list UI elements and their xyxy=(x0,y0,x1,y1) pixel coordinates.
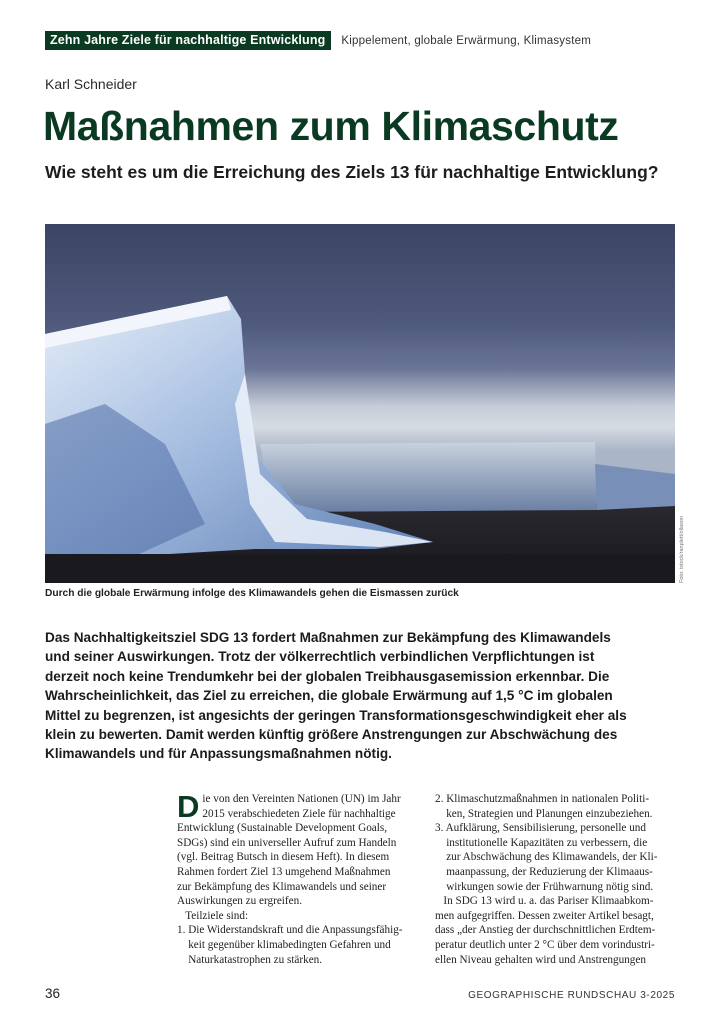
list-item: ken, Strategien und Planungen einzubeziehen. xyxy=(435,807,653,820)
photo-credit: Foto: istock/ranplett/ollason xyxy=(679,516,685,583)
lead-line: und seiner Auswirkungen. Trotz der völkerrechtlich verbindlichen Verpflichtungen ist xyxy=(45,649,595,665)
body-line: SDGs) sind ein universeller Aufruf zum Handeln xyxy=(177,836,397,849)
body-line: 2015 verabschiedeten Ziele für nachhaltige xyxy=(202,807,396,820)
article-subtitle: Wie steht es um die Erreichung des Ziels 13 für nachhaltige Entwicklung? xyxy=(45,162,659,182)
lead-line: Mittel zu begrenzen, ist angesichts der geringen Transformationsgeschwindigkeit eher als xyxy=(45,707,627,723)
body-line: ie von den Vereinten Nationen (UN) im Jahr xyxy=(202,793,401,805)
list-item: institutionelle Kapazitäten zu verbessern, die xyxy=(435,836,648,849)
journal-name: GEOGRAPHISCHE RUNDSCHAU 3-2025 xyxy=(468,990,675,1001)
lead-paragraph xyxy=(45,628,645,764)
list-item: wirkungen sowie der Frühwarnung nötig sind. xyxy=(435,880,654,893)
iceberg-photo xyxy=(45,224,675,583)
photo-caption: Durch die globale Erwärmung infolge des Klimawandels gehen die Eismassen zurück xyxy=(45,588,459,599)
body-line: Auswirkungen zu ergreifen. xyxy=(177,895,302,908)
list-item: 1. Die Widerstandskraft und die Anpassungsfähig- xyxy=(177,924,403,937)
list-item: 2. Klimaschutzmaßnahmen in nationalen Politi- xyxy=(435,793,650,805)
page-number: 36 xyxy=(45,986,61,1001)
lead-line: Klimawandels und für Anpassungsmaßnahmen nötig. xyxy=(45,746,392,762)
keywords: Kippelement, globale Erwärmung, Klimasystem xyxy=(341,34,591,47)
series-tag: Zehn Jahre Ziele für nachhaltige Entwicklung xyxy=(45,31,331,50)
lead-line: derzeit noch keine Trendumkehr bei der globalen Treibhausgasemission erkennbar. Die xyxy=(45,668,610,684)
list-item: zur Abschwächung des Klimawandels, der Kli- xyxy=(435,851,658,864)
list-item: keit gegenüber klimabedingten Gefahren und xyxy=(177,938,391,951)
lead-line: Das Nachhaltigkeitsziel SDG 13 fordert Maßnahmen zur Bekämpfung des Klimawandels xyxy=(45,630,611,645)
article-title: Maßnahmen zum Klimaschutz xyxy=(43,103,619,149)
author-name: Karl Schneider xyxy=(45,76,137,92)
body-line: dass „der Anstieg der durchschnittlichen Erdtem- xyxy=(435,924,656,937)
list-item: Naturkatastrophen zu stärken. xyxy=(177,953,323,966)
body-line: (vgl. Beitrag Butsch in diesem Heft). In diesem xyxy=(177,851,390,864)
drop-cap: D xyxy=(177,789,200,824)
list-item: maanpassung, der Reduzierung der Klimaaus- xyxy=(435,865,653,878)
body-column-2 xyxy=(435,792,677,967)
lead-line: klein zu bewerten. Damit werden künftig größere Anstrengungen zur Abschwächung des xyxy=(45,727,618,743)
body-column-1 xyxy=(177,789,419,967)
body-line: men aufgegriffen. Dessen zweiter Artikel besagt, xyxy=(435,909,654,922)
body-line: Teilziele sind: xyxy=(177,909,249,922)
lead-line: Wahrscheinlichkeit, das Ziel zu erreichen, die globale Erwärmung auf 1,5 °C im globalen xyxy=(45,688,613,704)
body-line: peratur deutlich unter 2 °C über dem vorindustri- xyxy=(435,938,655,951)
body-line: ellen Niveau gehalten wird und Anstrengungen xyxy=(435,953,646,966)
iceberg-illustration xyxy=(45,224,675,583)
body-line: zur Bekämpfung des Klimawandels und seiner xyxy=(177,880,387,893)
header-bar xyxy=(45,31,591,50)
body-line: In SDG 13 wird u. a. das Pariser Klimaabkom- xyxy=(435,895,654,908)
body-line: Entwicklung (Sustainable Development Goals, xyxy=(177,822,388,835)
body-line: Rahmen fordert Ziel 13 umgehend Maßnahmen xyxy=(177,865,391,878)
list-item: 3. Aufklärung, Sensibilisierung, personelle und xyxy=(435,822,646,835)
